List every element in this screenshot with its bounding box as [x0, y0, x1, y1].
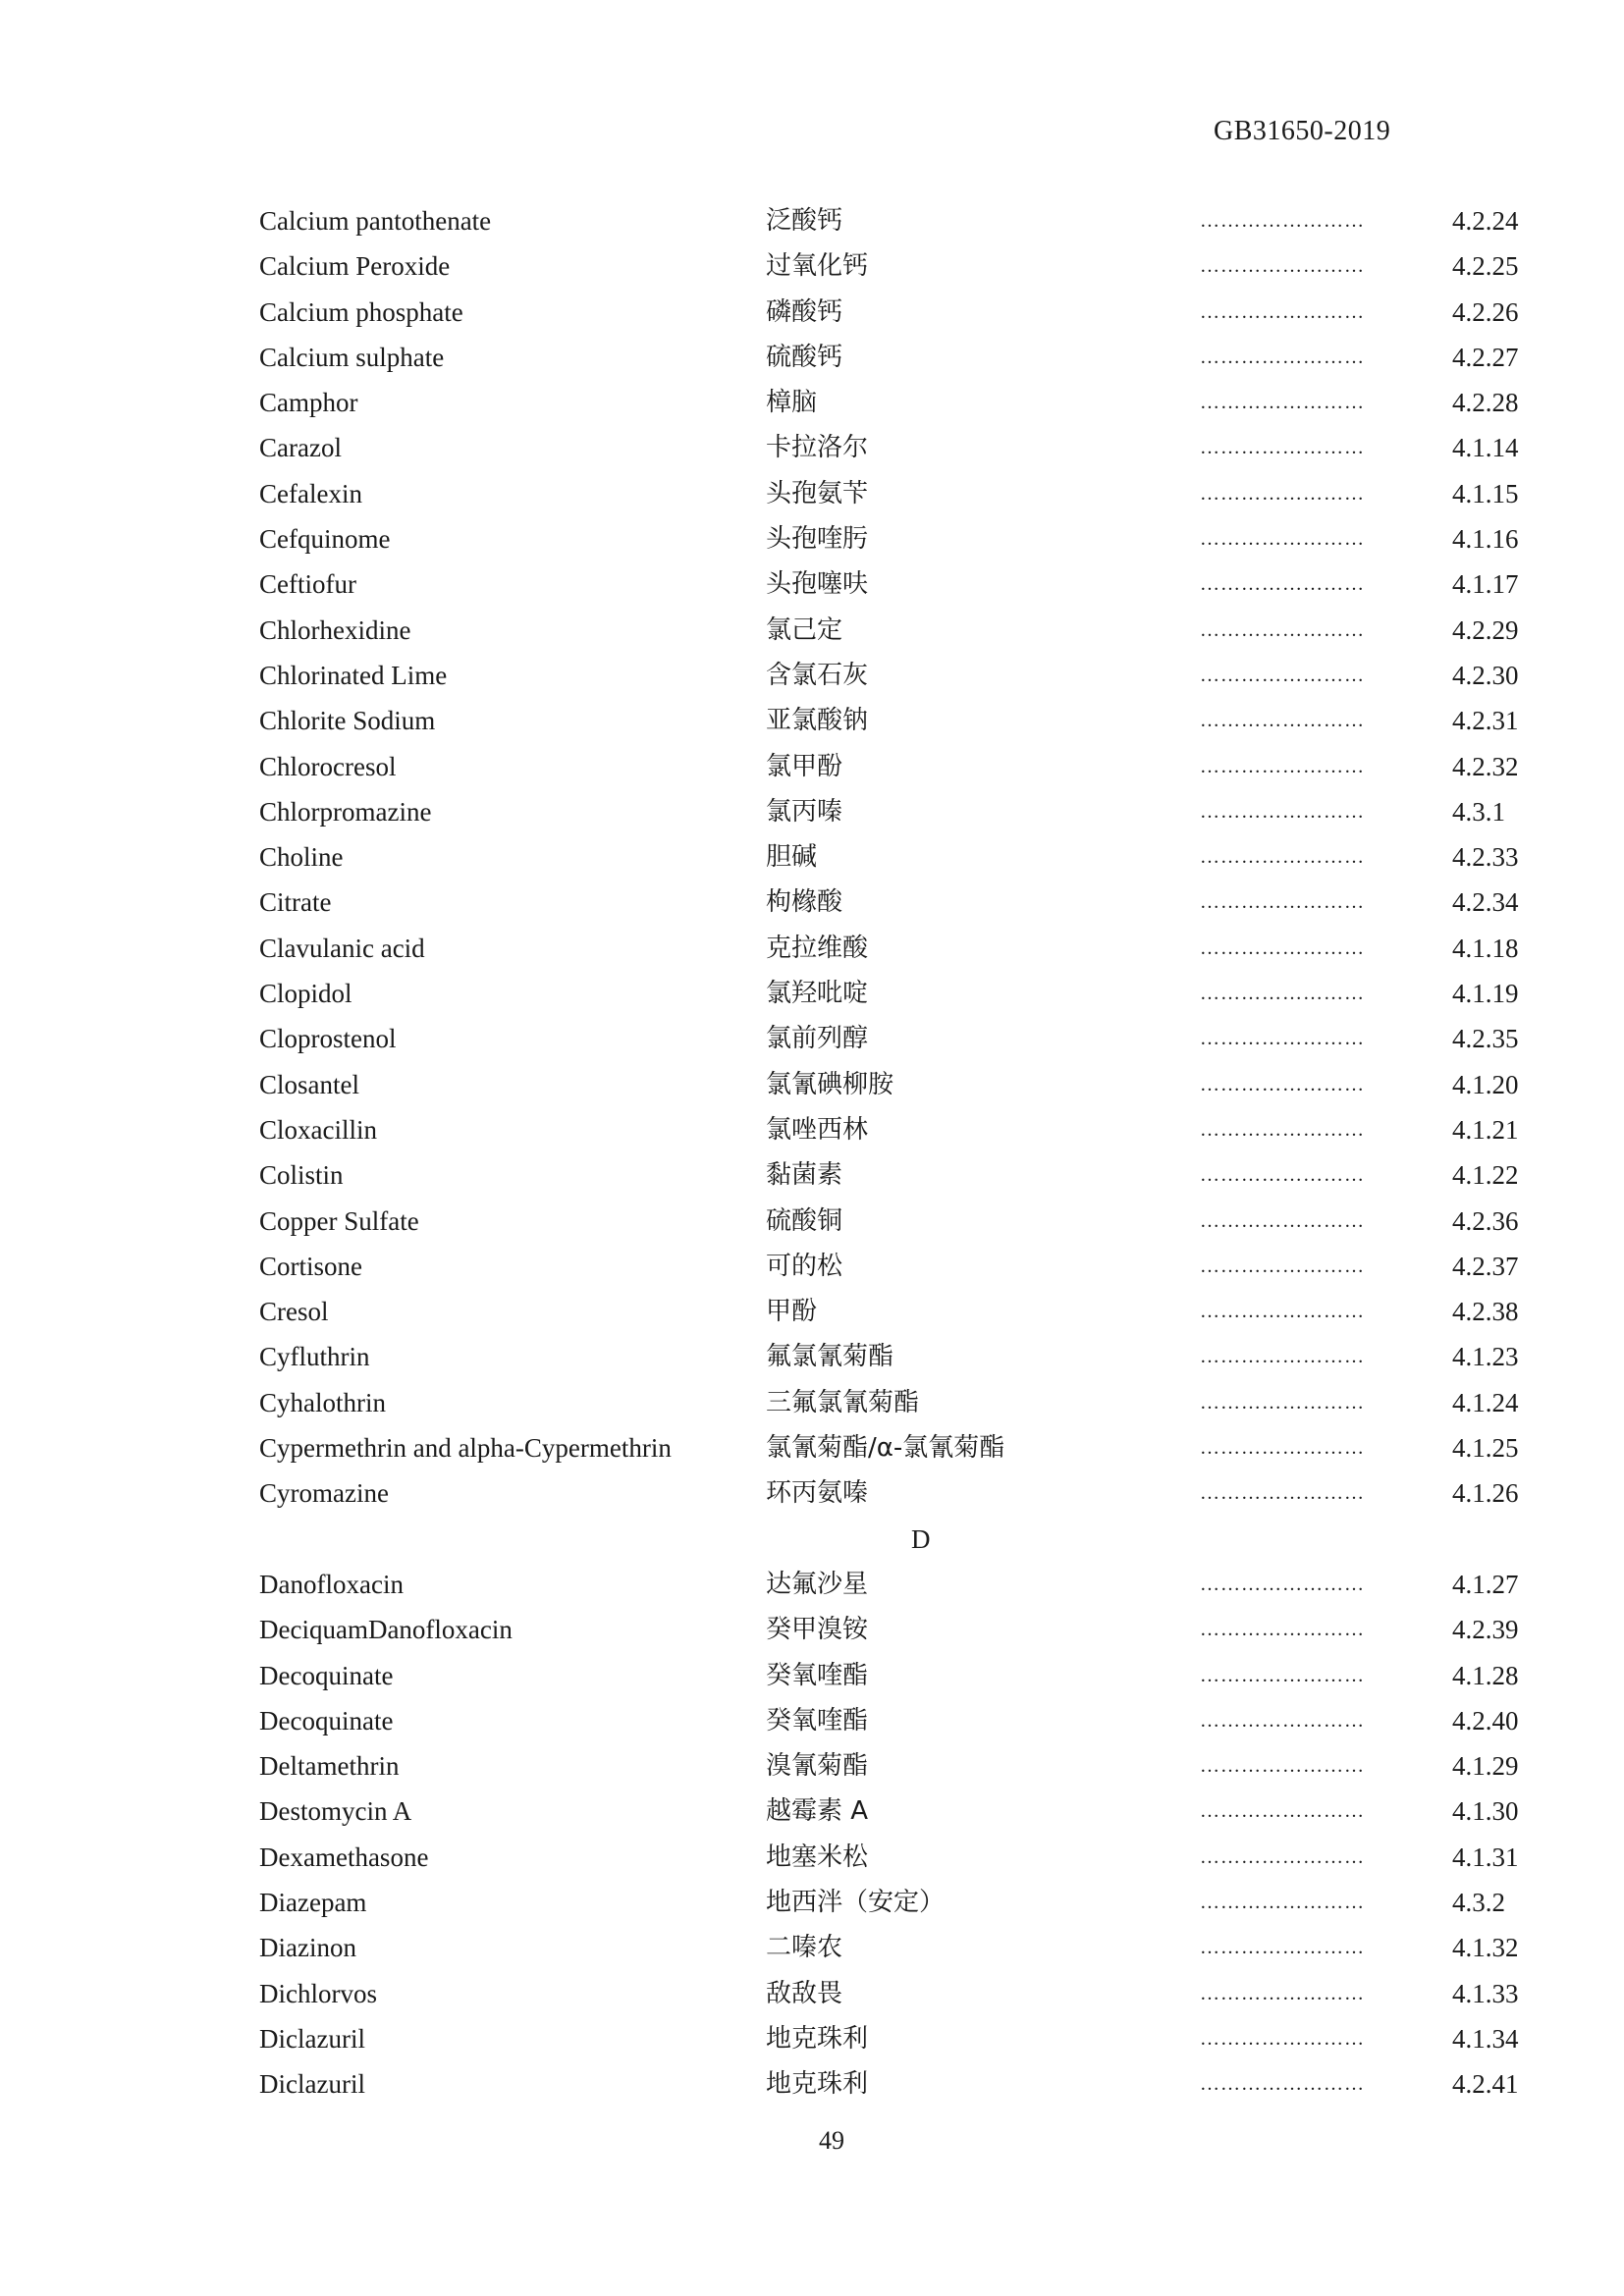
section-reference: 4.1.22 [1452, 1160, 1519, 1191]
english-name: Calcium Peroxide [259, 251, 451, 282]
index-entry [259, 1155, 1536, 1201]
index-entry [259, 2064, 1536, 2109]
section-reference: 4.2.33 [1452, 842, 1519, 873]
english-name: Cyfluthrin [259, 1342, 370, 1372]
section-reference: 4.1.16 [1452, 524, 1519, 555]
index-entry [259, 1019, 1536, 1064]
section-reference: 4.1.32 [1452, 1933, 1519, 1963]
chinese-name: 含氯石灰 [766, 660, 869, 690]
index-entry [259, 1883, 1536, 1928]
section-reference: 4.1.26 [1452, 1478, 1519, 1509]
dot-leader: …………………… [1200, 1073, 1365, 1095]
english-name: Dichlorvos [259, 1978, 377, 2008]
dot-leader: …………………… [1200, 1982, 1365, 2004]
section-reference: 4.2.37 [1452, 1251, 1519, 1281]
chinese-name: 地克珠利 [766, 2069, 869, 2100]
dot-leader: …………………… [1200, 528, 1365, 551]
index-entry [259, 1247, 1536, 1292]
standard-code: GB31650-2019 [1214, 116, 1391, 146]
page-number: 49 [819, 2126, 844, 2155]
dot-leader: …………………… [1200, 1118, 1365, 1141]
entry-group-c [259, 201, 1536, 1520]
dot-leader: …………………… [1200, 1845, 1365, 1868]
dot-leader: …………………… [1200, 1164, 1365, 1187]
section-heading [259, 1520, 1536, 1565]
index-entry [259, 837, 1536, 882]
section-letter: D [911, 1523, 931, 1554]
english-name: Danofloxacin [259, 1569, 404, 1599]
index-entry [259, 747, 1536, 792]
dot-leader: …………………… [1200, 1437, 1365, 1460]
dot-leader: …………………… [1200, 800, 1365, 823]
chinese-name: 氯唑西林 [766, 1114, 869, 1145]
dot-leader: …………………… [1200, 346, 1365, 368]
dot-leader: …………………… [1200, 392, 1365, 414]
section-reference: 4.2.24 [1452, 206, 1519, 236]
section-reference: 4.1.21 [1452, 1114, 1519, 1145]
chinese-name: 氟氯氰菊酯 [766, 1342, 894, 1372]
section-reference: 4.1.15 [1452, 478, 1519, 508]
dot-leader: …………………… [1200, 255, 1365, 278]
dot-leader: …………………… [1200, 891, 1365, 914]
chinese-name: 黏菌素 [766, 1160, 843, 1191]
dot-leader: …………………… [1200, 1755, 1365, 1778]
index-entry [259, 293, 1536, 338]
english-name: Colistin [259, 1160, 344, 1191]
english-name: Cloxacillin [259, 1114, 377, 1145]
english-name: Camphor [259, 388, 358, 418]
index-entry [259, 882, 1536, 928]
section-reference: 4.1.25 [1452, 1433, 1519, 1464]
chinese-name: 癸甲溴铵 [766, 1615, 869, 1645]
dot-leader: …………………… [1200, 1209, 1365, 1232]
chinese-name: 癸氧喹酯 [766, 1660, 869, 1690]
dot-leader: …………………… [1200, 573, 1365, 596]
dot-leader: …………………… [1200, 710, 1365, 732]
english-name: Diazepam [259, 1887, 367, 1917]
english-name: Diclazuril [259, 2023, 365, 2054]
english-name: Chlorpromazine [259, 796, 432, 827]
index-entry [259, 383, 1536, 428]
chinese-name: 克拉维酸 [766, 933, 869, 963]
index-entry [259, 701, 1536, 746]
chinese-name: 三氟氯氰菊酯 [766, 1387, 920, 1417]
chinese-name: 癸氧喹酯 [766, 1705, 869, 1735]
english-name: Cefquinome [259, 524, 391, 555]
section-reference: 4.1.14 [1452, 433, 1519, 463]
english-name: Dexamethasone [259, 1842, 429, 1872]
index-entry [259, 428, 1536, 473]
english-name: Choline [259, 842, 344, 873]
dot-leader: …………………… [1200, 1255, 1365, 1277]
english-name: Cloprostenol [259, 1024, 397, 1054]
dot-leader: …………………… [1200, 1346, 1365, 1368]
chinese-name: 地西泮（安定） [766, 1887, 946, 1917]
english-name: Closantel [259, 1069, 359, 1099]
chinese-name: 头孢喹肟 [766, 524, 869, 555]
dot-leader: …………………… [1200, 1482, 1365, 1505]
index-entry [259, 519, 1536, 564]
section-reference: 4.2.36 [1452, 1205, 1519, 1236]
index-entry [259, 974, 1536, 1019]
english-name: Chlorocresol [259, 751, 397, 781]
english-name: Cyhalothrin [259, 1387, 386, 1417]
dot-leader: …………………… [1200, 1664, 1365, 1686]
index-entry [259, 1701, 1536, 1746]
index-entry [259, 929, 1536, 974]
index-entry [259, 1337, 1536, 1382]
section-reference: 4.2.39 [1452, 1615, 1519, 1645]
chinese-name: 二嗪农 [766, 1933, 843, 1963]
chinese-name: 溴氰菊酯 [766, 1751, 869, 1782]
chinese-name: 可的松 [766, 1251, 843, 1281]
section-reference: 4.2.26 [1452, 296, 1519, 327]
english-name: Diazinon [259, 1933, 356, 1963]
index-entry [259, 1201, 1536, 1247]
english-name: Calcium phosphate [259, 296, 463, 327]
chinese-name: 氯前列醇 [766, 1024, 869, 1054]
chinese-name: 过氧化钙 [766, 251, 869, 282]
index-entry [259, 1473, 1536, 1519]
chinese-name: 氯氰碘柳胺 [766, 1069, 894, 1099]
dot-leader: …………………… [1200, 755, 1365, 777]
english-name: DeciquamDanofloxacin [259, 1615, 513, 1645]
section-reference: 4.1.30 [1452, 1796, 1519, 1827]
index-entry [259, 474, 1536, 519]
chinese-name: 胆碱 [766, 842, 818, 873]
index-entry [259, 1656, 1536, 1701]
index-entry [259, 1746, 1536, 1791]
english-name: Cortisone [259, 1251, 362, 1281]
english-name: Cyromazine [259, 1478, 389, 1509]
english-name: Clopidol [259, 979, 352, 1009]
section-reference: 4.2.25 [1452, 251, 1519, 282]
dot-leader: …………………… [1200, 618, 1365, 641]
dot-leader: …………………… [1200, 1800, 1365, 1823]
section-reference: 4.1.19 [1452, 979, 1519, 1009]
index-entry [259, 611, 1536, 656]
index-entry [259, 1428, 1536, 1473]
section-reference: 4.1.20 [1452, 1069, 1519, 1099]
section-reference: 4.1.23 [1452, 1342, 1519, 1372]
english-name: Chlorinated Lime [259, 660, 448, 690]
section-reference: 4.1.33 [1452, 1978, 1519, 2008]
chinese-name: 氯己定 [766, 614, 843, 645]
section-reference: 4.1.18 [1452, 933, 1519, 963]
dot-leader: …………………… [1200, 1619, 1365, 1641]
section-reference: 4.2.41 [1452, 2069, 1519, 2100]
dot-leader: …………………… [1200, 2073, 1365, 2096]
english-name: Chlorite Sodium [259, 706, 436, 736]
section-reference: 4.2.32 [1452, 751, 1519, 781]
chinese-name: 环丙氨嗪 [766, 1478, 869, 1509]
english-name: Calcium sulphate [259, 342, 445, 372]
chinese-name: 氯丙嗪 [766, 796, 843, 827]
english-name: Decoquinate [259, 1705, 394, 1735]
dot-leader: …………………… [1200, 437, 1365, 459]
dot-leader: …………………… [1200, 2027, 1365, 2050]
chinese-name: 地克珠利 [766, 2023, 869, 2054]
dot-leader: …………………… [1200, 983, 1365, 1005]
section-reference: 4.1.24 [1452, 1387, 1519, 1417]
english-name: Ceftiofur [259, 569, 356, 600]
index-entry [259, 1928, 1536, 1973]
english-name: Destomycin A [259, 1796, 412, 1827]
index-entry [259, 1610, 1536, 1655]
section-reference: 4.2.38 [1452, 1297, 1519, 1327]
chinese-name: 地塞米松 [766, 1842, 869, 1872]
chinese-name: 泛酸钙 [766, 206, 843, 236]
english-name: Chlorhexidine [259, 614, 411, 645]
dot-leader: …………………… [1200, 1709, 1365, 1732]
index-entry [259, 792, 1536, 837]
dot-leader: …………………… [1200, 1891, 1365, 1913]
chinese-name: 卡拉洛尔 [766, 433, 869, 463]
dot-leader: …………………… [1200, 1573, 1365, 1595]
section-reference: 4.2.34 [1452, 887, 1519, 918]
chinese-name: 越霉素 A [766, 1796, 869, 1827]
english-name: Clavulanic acid [259, 933, 425, 963]
chinese-name: 枸橼酸 [766, 887, 843, 918]
chinese-name: 亚氯酸钠 [766, 706, 869, 736]
chinese-name: 氯氰菊酯/α-氯氰菊酯 [766, 1433, 1005, 1464]
index-entry [259, 1565, 1536, 1610]
chinese-name: 氯甲酚 [766, 751, 843, 781]
index-entry [259, 564, 1536, 610]
section-reference: 4.3.1 [1452, 796, 1505, 827]
section-reference: 4.2.28 [1452, 388, 1519, 418]
dot-leader: …………………… [1200, 1937, 1365, 1959]
section-reference: 4.2.31 [1452, 706, 1519, 736]
chinese-name: 硫酸钙 [766, 342, 843, 372]
entry-group-d [259, 1565, 1536, 2110]
chinese-name: 樟脑 [766, 388, 818, 418]
section-reference: 4.2.35 [1452, 1024, 1519, 1054]
chinese-name: 甲酚 [766, 1297, 818, 1327]
index-entry [259, 2019, 1536, 2064]
index-entry [259, 1292, 1536, 1337]
dot-leader: …………………… [1200, 482, 1365, 505]
english-name: Calcium pantothenate [259, 206, 492, 236]
dot-leader: …………………… [1200, 936, 1365, 959]
section-reference: 4.3.2 [1452, 1887, 1505, 1917]
section-reference: 4.1.29 [1452, 1751, 1519, 1782]
index-entry [259, 1383, 1536, 1428]
chinese-name: 敌敌畏 [766, 1978, 843, 2008]
dot-leader: …………………… [1200, 1301, 1365, 1323]
english-name: Carazol [259, 433, 342, 463]
section-reference: 4.1.27 [1452, 1569, 1519, 1599]
section-reference: 4.1.17 [1452, 569, 1519, 600]
section-reference: 4.1.34 [1452, 2023, 1519, 2054]
dot-leader: …………………… [1200, 1028, 1365, 1050]
index-entry [259, 246, 1536, 292]
index-entry [259, 1791, 1536, 1837]
section-reference: 4.2.30 [1452, 660, 1519, 690]
index-entry [259, 338, 1536, 383]
english-name: Cresol [259, 1297, 329, 1327]
english-name: Cypermethrin and alpha-Cypermethrin [259, 1433, 672, 1464]
index-entry [259, 1974, 1536, 2019]
section-reference: 4.1.28 [1452, 1660, 1519, 1690]
index-entries [259, 201, 1536, 2109]
index-entry [259, 201, 1536, 246]
section-reference: 4.2.29 [1452, 614, 1519, 645]
index-entry [259, 1065, 1536, 1110]
dot-leader: …………………… [1200, 1391, 1365, 1414]
chinese-name: 头孢噻呋 [766, 569, 869, 600]
chinese-name: 达氟沙星 [766, 1569, 869, 1599]
dot-leader: …………………… [1200, 846, 1365, 869]
chinese-name: 氯羟吡啶 [766, 979, 869, 1009]
index-entry [259, 1110, 1536, 1155]
chinese-name: 磷酸钙 [766, 296, 843, 327]
section-reference: 4.2.40 [1452, 1705, 1519, 1735]
dot-leader: …………………… [1200, 300, 1365, 323]
english-name: Deltamethrin [259, 1751, 400, 1782]
index-entry [259, 656, 1536, 701]
english-name: Decoquinate [259, 1660, 394, 1690]
section-reference: 4.2.27 [1452, 342, 1519, 372]
chinese-name: 硫酸铜 [766, 1205, 843, 1236]
dot-leader: …………………… [1200, 664, 1365, 686]
section-reference: 4.1.31 [1452, 1842, 1519, 1872]
english-name: Diclazuril [259, 2069, 365, 2100]
english-name: Citrate [259, 887, 332, 918]
chinese-name: 头孢氨苄 [766, 478, 869, 508]
english-name: Copper Sulfate [259, 1205, 419, 1236]
index-entry [259, 1838, 1536, 1883]
english-name: Cefalexin [259, 478, 362, 508]
dot-leader: …………………… [1200, 210, 1365, 232]
